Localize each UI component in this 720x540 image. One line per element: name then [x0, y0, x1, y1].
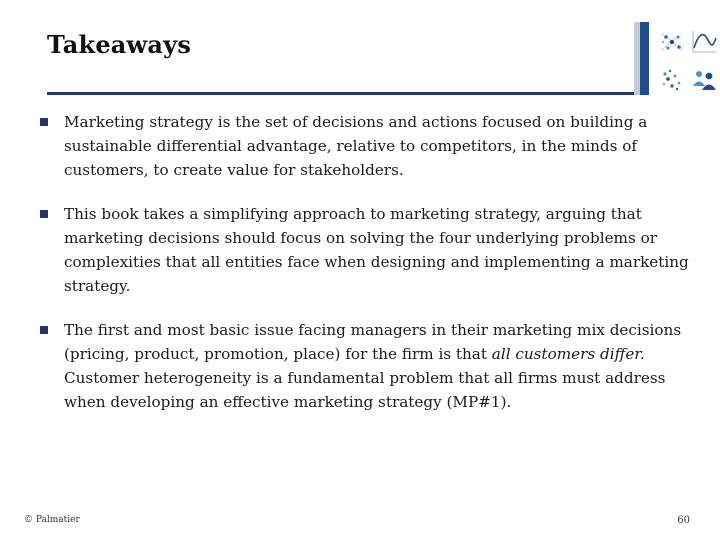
- network-scatter-icon: [658, 28, 686, 56]
- bullet-text-start: The first and most basic issue facing managers in their marketing mix decisions (pricing, product, promotion, place) for the firm is that: [64, 321, 682, 363]
- bullet-text-emphasis: all customers differ.: [491, 345, 645, 363]
- curve-chart-icon: [690, 28, 718, 56]
- slide-title: Takeaways: [47, 30, 192, 59]
- copyright-notice: © Palmatier: [24, 515, 80, 525]
- decorative-bar: [640, 22, 649, 95]
- list-item: [40, 318, 690, 414]
- square-bullet-icon: [40, 118, 48, 126]
- page-number: 60: [677, 515, 690, 526]
- takeaway-list: [40, 110, 690, 434]
- title-underline: [47, 92, 635, 95]
- square-bullet-icon: [40, 210, 48, 218]
- bullet-text-end: Customer heterogeneity is a fundamental problem that all firms must address when developing an effective marketing strategy (MP#1).: [64, 369, 666, 411]
- bullet-text: This book takes a simplifying approach to marketing strategy, arguing that marketing decisions should focus on solving the four underlying problems or complexities that all entities face when designing and implementing a marketing strategy.: [64, 205, 689, 295]
- square-bullet-icon: [40, 326, 48, 334]
- bullet-text: [64, 321, 681, 411]
- list-item: [40, 202, 690, 298]
- bullet-text: Marketing strategy is the set of decisions and actions focused on building a sustainable differential advantage, relative to competitors, in the minds of customers, to create value for stakeholders.: [64, 113, 648, 179]
- people-icon: [690, 66, 718, 94]
- list-item: [40, 110, 690, 182]
- dot-cluster-icon: [658, 66, 686, 94]
